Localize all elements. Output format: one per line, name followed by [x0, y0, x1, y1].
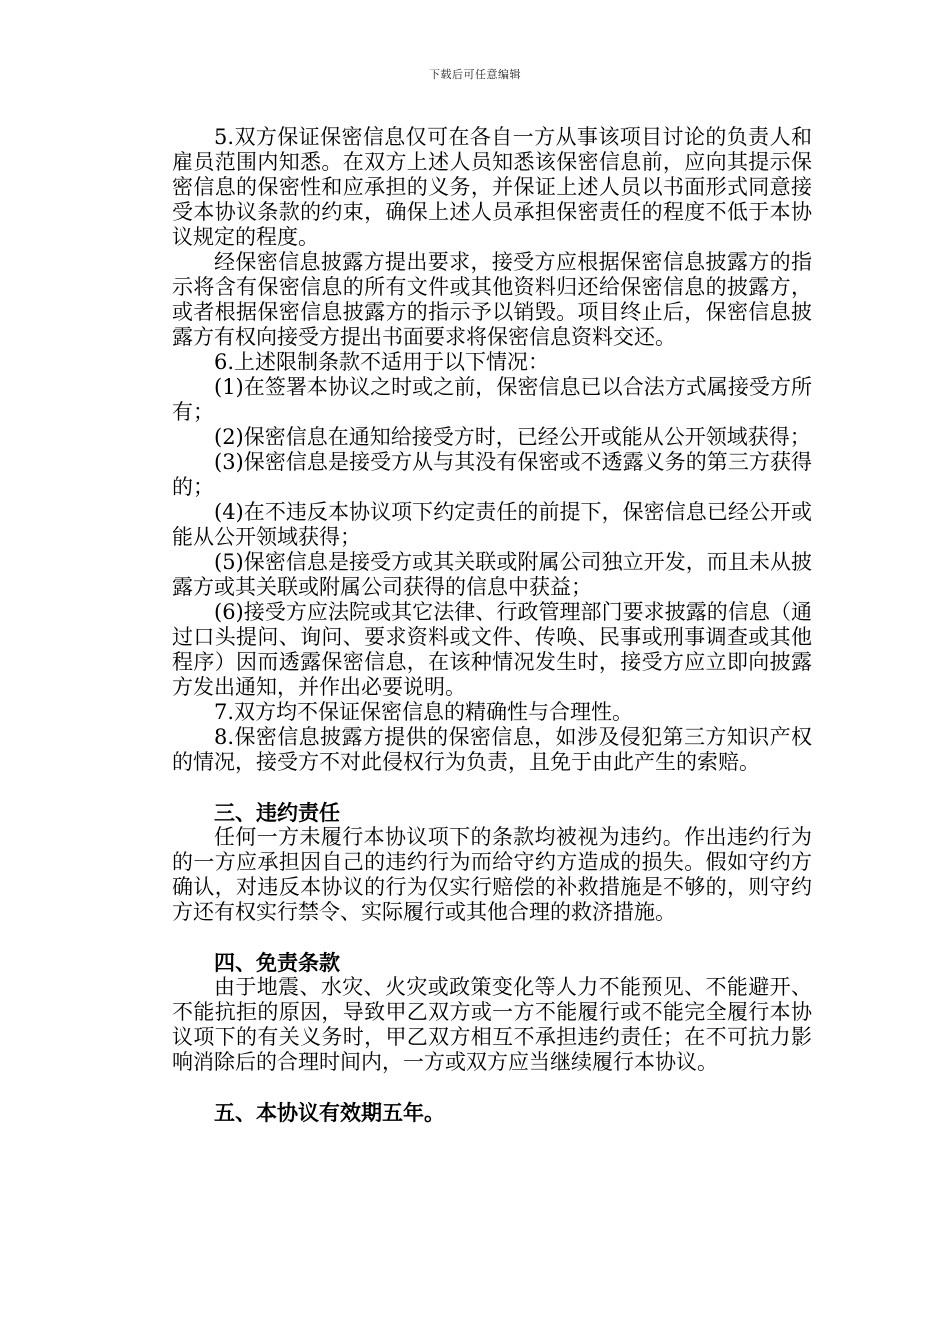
section-3-text: 任何一方未履行本协议项下的条款均被视为违约。作出违约行为的一方应承担因自己的违约行为而给守约方造成的损失。假如守约方确认，对违反本协议的行为仅实行赔偿的补救措施是不够的，则守约方还有权实行禁令、实际履行或其他合理的救济措施。: [172, 825, 812, 924]
clause-5: 5.双方保证保密信息仅可在各自一方从事该项目讨论的负责人和雇员范围内知悉。在双方上述人员知悉该保密信息前，应向其提示保密信息的保密性和应承担的义务，并保证上述人员以书面形式同意接受本协议条款的约束，确保上述人员承担保密责任的程度不低于本协议规定的程度。: [172, 125, 812, 249]
clause-6-item-5: (5)保密信息是接受方或其关联或附属公司独立开发，而且未从披露方或其关联或附属公司获得的信息中获益；: [172, 550, 812, 599]
clause-6-item-6: (6)接受方应法院或其它法律、行政管理部门要求披露的信息（通过口头提问、询问、要求资料或文件、传唤、民事或刑事调查或其他程序）因而透露保密信息，在该种情况发生时，接受方应立即向披露方发出通知，并作出必要说明。: [172, 600, 812, 699]
spacer: [172, 775, 812, 800]
clause-6-item-4: (4)在不违反本协议项下约定责任的前提下，保密信息已经公开或能从公开领域获得；: [172, 500, 812, 549]
clause-5-return: 经保密信息披露方提出要求，接受方应根据保密信息披露方的指示将含有保密信息的所有文件或其他资料归还给保密信息的披露方，或者根据保密信息披露方的指示予以销毁。项目终止后，保密信息披露方有权向接受方提出书面要求将保密信息资料交还。: [172, 250, 812, 349]
clause-6-item-1: (1)在签署本协议之时或之前，保密信息已以合法方式属接受方所有；: [172, 375, 812, 424]
clause-8: 8.保密信息披露方提供的保密信息，如涉及侵犯第三方知识产权的情况，接受方不对此侵权行为负责，且免于由此产生的索赔。: [172, 725, 812, 774]
section-4-text: 由于地震、水灾、火灾或政策变化等人力不能预见、不能避开、不能抗拒的原因，导致甲乙双方或一方不能履行或不能完全履行本协议项下的有关义务时，甲乙双方相互不承担违约责任；在不可抗力影响消除后的合理时间内，一方或双方应当继续履行本协议。: [172, 975, 812, 1074]
section-5-title: 五、本协议有效期五年。: [214, 1100, 445, 1125]
clause-7: 7.双方均不保证保密信息的精确性与合理性。: [214, 700, 634, 724]
spacer: [172, 1075, 812, 1100]
spacer: [172, 925, 812, 950]
document-body: [172, 125, 812, 1125]
clause-6-item-3: (3)保密信息是接受方从与其没有保密或不透露义务的第三方获得的；: [172, 450, 812, 499]
section-3-title: 三、违约责任: [214, 800, 340, 825]
clause-6: 6.上述限制条款不适用于以下情况：: [214, 350, 550, 374]
clause-6-item-2: (2)保密信息在通知给接受方时，已经公开或能从公开领域获得；: [214, 425, 811, 449]
section-4-title: 四、免责条款: [214, 950, 340, 975]
page-header: 下载后可任意编辑: [429, 68, 521, 81]
